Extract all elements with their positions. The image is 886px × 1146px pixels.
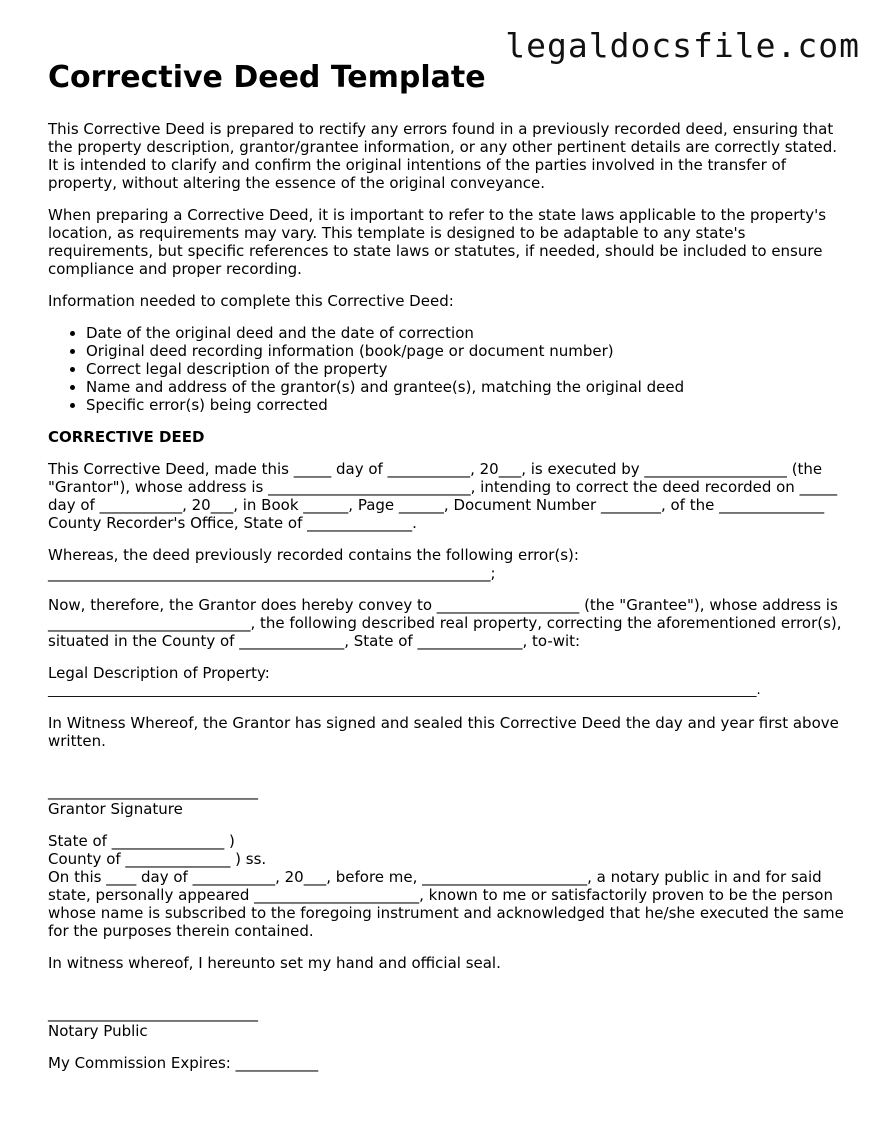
grantor-signature-label: Grantor Signature — [48, 800, 183, 818]
grantor-signature-block — [48, 764, 848, 818]
notary-signature-block — [48, 986, 848, 1040]
intro-paragraph-2: When preparing a Corrective Deed, it is important to refer to the state laws applicable to the property's location, as requirements may vary. This template is designed to be adaptable to any state's requirements, but specific references to state laws or statutes, if needed, should be included to ensure compliance and proper recording. — [48, 206, 827, 278]
grantor-signature-line: ____________________________ — [48, 782, 258, 800]
page-title: Corrective Deed Template — [48, 60, 486, 95]
whereas-text: Whereas, the deed previously recorded contains the following error(s): — [48, 546, 579, 564]
whereas-blank: ___________________________________________________________; — [48, 564, 496, 582]
list-item: • Original deed recording information (book/page or document number) — [86, 342, 848, 360]
watermark: legaldocsfile.com — [505, 26, 860, 65]
legal-description-label: Legal Description of Property: — [48, 664, 270, 682]
county-line: County of ______________ ) ss. — [48, 850, 267, 868]
intro-paragraph-1: This Corrective Deed is prepared to rectify any errors found in a previously recorded deed, ensuring that the property description, grantor/grantee information, or any other pertinent details are correctly stated. It is intended to clarify and confirm the original intentions of the parties involved in the transfer of property, without altering the essence of the original conveyance. — [48, 120, 838, 192]
legal-description-block — [48, 664, 848, 700]
notary-witness-text: In witness whereof, I hereunto set my hand and official seal. — [48, 954, 501, 972]
deed-opening-paragraph: This Corrective Deed, made this _____ day of ___________, 20___, is executed by ___________________ (the "Grantor"), whose address is ___________________________, intending to correct the deed recorded on _____ day of ___________, 20___, in Book ______, Page ______, Document Number ________, of the ______________ County Recorder's Office, State of ______________. — [48, 460, 838, 532]
list-item: • Correct legal description of the property — [86, 360, 848, 378]
info-needed-label: Information needed to complete this Corrective Deed: — [48, 292, 454, 310]
info-list — [48, 324, 848, 414]
notary-signature-line: ____________________________ — [48, 1004, 258, 1022]
list-item: • Specific error(s) being corrected — [86, 396, 848, 414]
document-page — [48, 60, 848, 1086]
deed-heading: CORRECTIVE DEED — [48, 428, 205, 446]
list-item: • Name and address of the grantor(s) and grantee(s), matching the original deed — [86, 378, 848, 396]
conveyance-paragraph: Now, therefore, the Grantor does hereby convey to ___________________ (the "Grantee"), whose address is ___________________________, the following described real property, correcting the aforementioned error(s), situated in the County of ______________, State of ______________, to-wit: — [48, 596, 842, 650]
notary-acknowledgment — [48, 832, 848, 940]
witness-paragraph: In Witness Whereof, the Grantor has signed and sealed this Corrective Deed the day and year first above written. — [48, 714, 839, 750]
legal-description-blank: _____________________________________________________________________________________________________________. — [48, 683, 761, 698]
whereas-block — [48, 546, 848, 582]
notary-paragraph: On this ____ day of ___________, 20___, before me, ______________________, a notary public in and for said state, personally appeared ______________________, known to me or satisfactorily proven to be the person whose name is subscribed to the foregoing instrument and acknowledged that he/she executed the same for the purposes therein contained. — [48, 868, 844, 940]
list-item: • Date of the original deed and the date of correction — [86, 324, 848, 342]
notary-signature-label: Notary Public — [48, 1022, 148, 1040]
commission-expires: My Commission Expires: ___________ — [48, 1054, 319, 1072]
state-line: State of _______________ ) — [48, 832, 235, 850]
